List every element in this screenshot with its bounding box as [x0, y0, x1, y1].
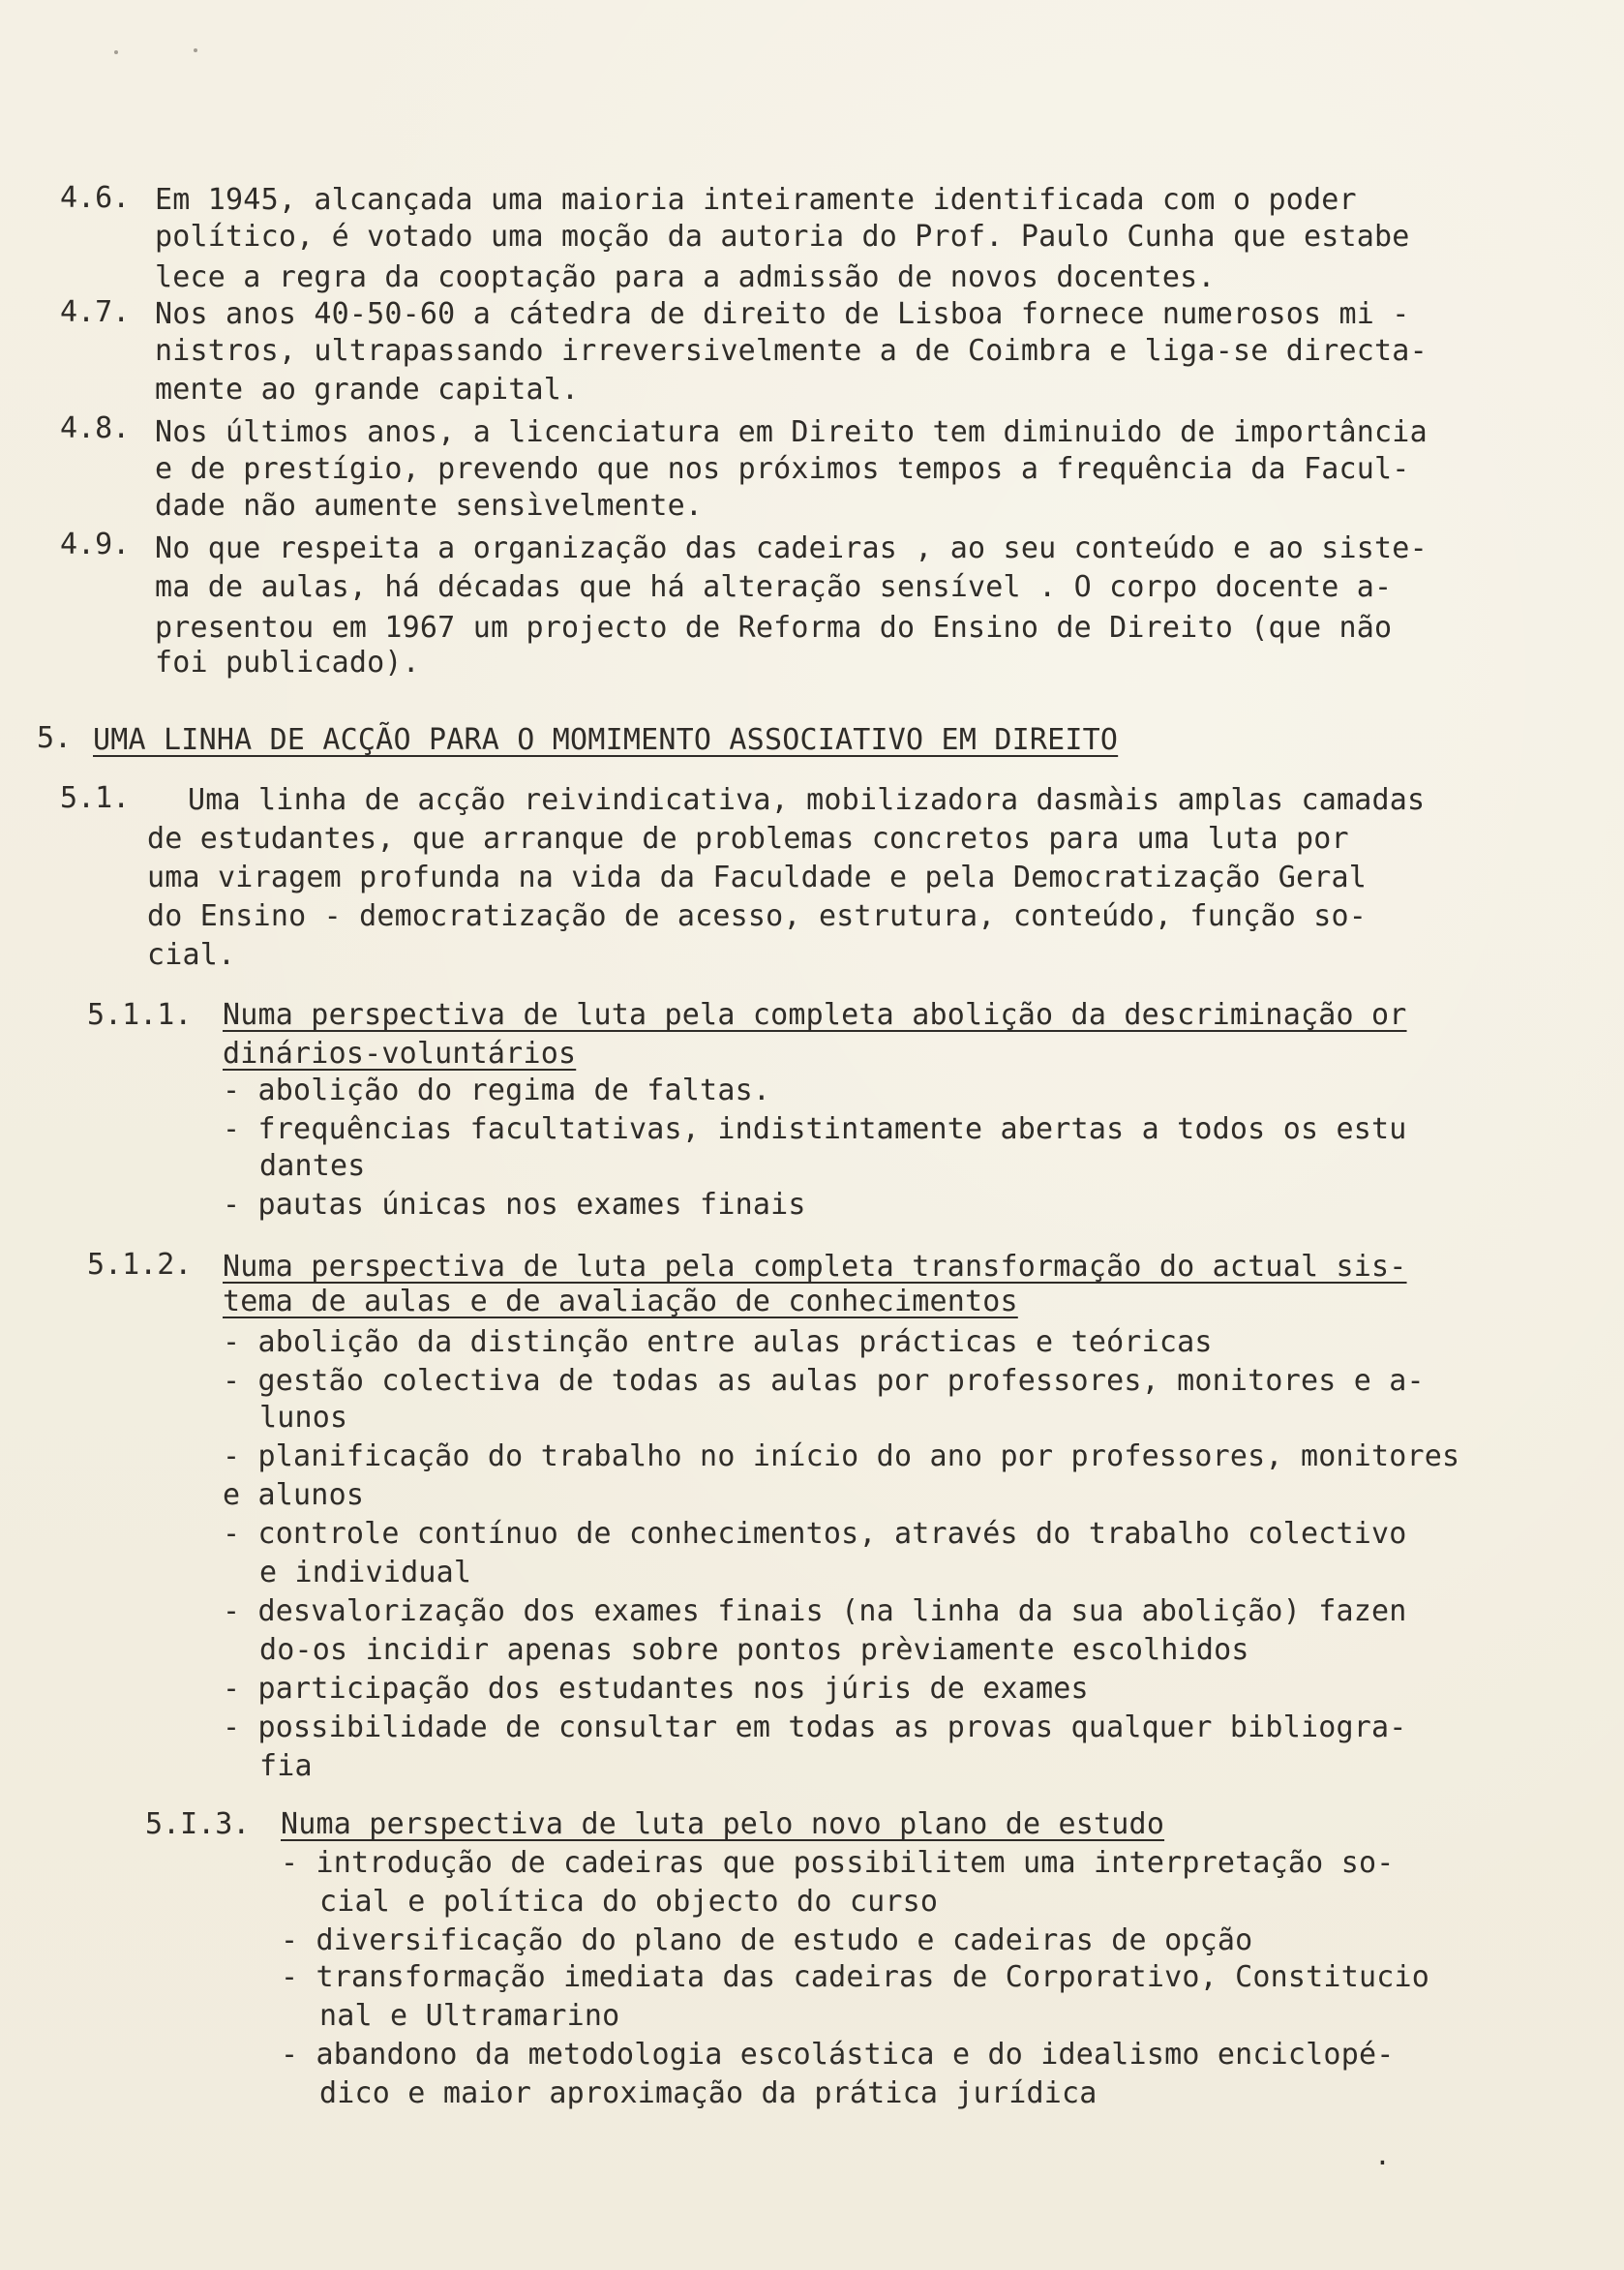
subsection-heading: dinários-voluntários — [223, 1037, 577, 1071]
paragraph-line: de estudantes, que arranque de problemas concretos para uma luta por — [147, 822, 1349, 856]
section-number: 4.8. — [60, 411, 131, 445]
bullet-continuation: do-os incidir apenas sobre pontos prèviamente escolhidos — [259, 1633, 1249, 1667]
subsection-heading: Numa perspectiva de luta pela completa transformação do actual sis- — [223, 1250, 1407, 1284]
bullet-item: - gestão colectiva de todas as aulas por professores, monitores e a- — [223, 1364, 1425, 1398]
bullet-continuation: cial e política do objecto do curso — [319, 1885, 939, 1919]
section-number: 5.1.1. — [87, 998, 193, 1032]
paragraph-line: lece a regra da cooptação para a admissão de novos docentes. — [155, 260, 1216, 294]
ink-speck — [114, 50, 118, 54]
paragraph-line: do Ensino - democratização de acesso, estrutura, conteúdo, função so- — [147, 899, 1368, 933]
section-number: 5.I.3. — [145, 1807, 251, 1841]
bullet-continuation: dantes — [259, 1149, 366, 1183]
paragraph-line: No que respeita a organização das cadeiras , ao seu conteúdo e ao siste- — [155, 531, 1428, 565]
ink-speck — [194, 48, 197, 52]
paragraph-line: Uma linha de acção reivindicativa, mobilizadora dasmàis amplas camadas — [188, 783, 1426, 817]
section-number: 4.6. — [60, 181, 131, 215]
bullet-continuation: fia — [259, 1749, 313, 1783]
bullet-continuation: lunos — [259, 1401, 348, 1435]
bullet-continuation: dico e maior aproximação da prática jurídica — [319, 2076, 1098, 2110]
bullet-item: - pautas únicas nos exames finais — [223, 1188, 806, 1222]
paragraph-line: presentou em 1967 um projecto de Reforma do Ensino de Direito (que não — [155, 611, 1393, 645]
section-heading: UMA LINHA DE ACÇÃO PARA O MOMIMENTO ASSOCIATIVO EM DIREITO — [93, 723, 1119, 757]
bullet-continuation: e alunos — [223, 1478, 365, 1512]
section-number: 4.7. — [60, 295, 131, 329]
bullet-item: - abolição do regima de faltas. — [223, 1074, 771, 1107]
bullet-continuation: e individual — [259, 1556, 472, 1589]
bullet-item: - abolição da distinção entre aulas prácticas e teóricas — [223, 1325, 1213, 1359]
section-number: 5. — [37, 721, 73, 755]
bullet-item: - introdução de cadeiras que possibilitem uma interpretação so- — [281, 1846, 1395, 1880]
paragraph-line: mente ao grande capital. — [155, 373, 580, 407]
bullet-item: - participação dos estudantes nos júris de exames — [223, 1672, 1089, 1706]
subsection-heading: Numa perspectiva de luta pelo novo plano de estudo — [281, 1807, 1165, 1841]
paragraph-line: ma de aulas, há décadas que há alteração sensível . O corpo docente a- — [155, 570, 1393, 604]
bullet-item: - diversificação do plano de estudo e cadeiras de opção — [281, 1923, 1253, 1957]
bullet-continuation: nal e Ultramarino — [319, 1999, 620, 2033]
section-number: 5.1.2. — [87, 1248, 193, 1282]
bullet-item: - controle contínuo de conhecimentos, através do trabalho colectivo — [223, 1517, 1407, 1551]
bullet-item: - transformação imediata das cadeiras de Corporativo, Constitucio — [281, 1960, 1429, 1994]
section-number: 5.1. — [60, 781, 131, 815]
paragraph-line: Em 1945, alcançada uma maioria inteiramente identificada com o poder — [155, 183, 1357, 217]
paragraph-line: dade não aumente sensìvelmente. — [155, 489, 704, 523]
paragraph-line: nistros, ultrapassando irreversivelmente a de Coimbra e liga-se directa- — [155, 334, 1428, 368]
bullet-item: - possibilidade de consultar em todas as provas qualquer bibliogra- — [223, 1710, 1407, 1744]
paragraph-line: cial. — [147, 938, 236, 972]
bullet-item: - frequências facultativas, indistintamente abertas a todos os estu — [223, 1112, 1407, 1146]
paragraph-line: Nos últimos anos, a licenciatura em Direito tem diminuido de importância — [155, 415, 1428, 449]
paragraph-line: político, é votado uma moção da autoria do Prof. Paulo Cunha que estabe — [155, 220, 1410, 254]
paragraph-line: foi publicado). — [155, 646, 420, 680]
paragraph-line: Nos anos 40-50-60 a cátedra de direito de Lisboa fornece numerosos mi - — [155, 297, 1410, 331]
paragraph-line: e de prestígio, prevendo que nos próximos tempos a frequência da Facul- — [155, 452, 1410, 486]
subsection-heading: tema de aulas e de avaliação de conhecimentos — [223, 1285, 1018, 1318]
bullet-item: - planificação do trabalho no início do ano por professores, monitores — [223, 1439, 1460, 1473]
bullet-item: - desvalorização dos exames finais (na linha da sua abolição) fazen — [223, 1594, 1407, 1628]
section-number: 4.9. — [60, 528, 131, 561]
bullet-item: - abandono da metodologia escolástica e do idealismo enciclopé- — [281, 2038, 1395, 2072]
subsection-heading: Numa perspectiva de luta pela completa abolição da descriminação or — [223, 998, 1407, 1032]
paragraph-line: uma viragem profunda na vida da Faculdade e pela Democratização Geral — [147, 861, 1368, 894]
page-mark: . — [1374, 2139, 1391, 2171]
